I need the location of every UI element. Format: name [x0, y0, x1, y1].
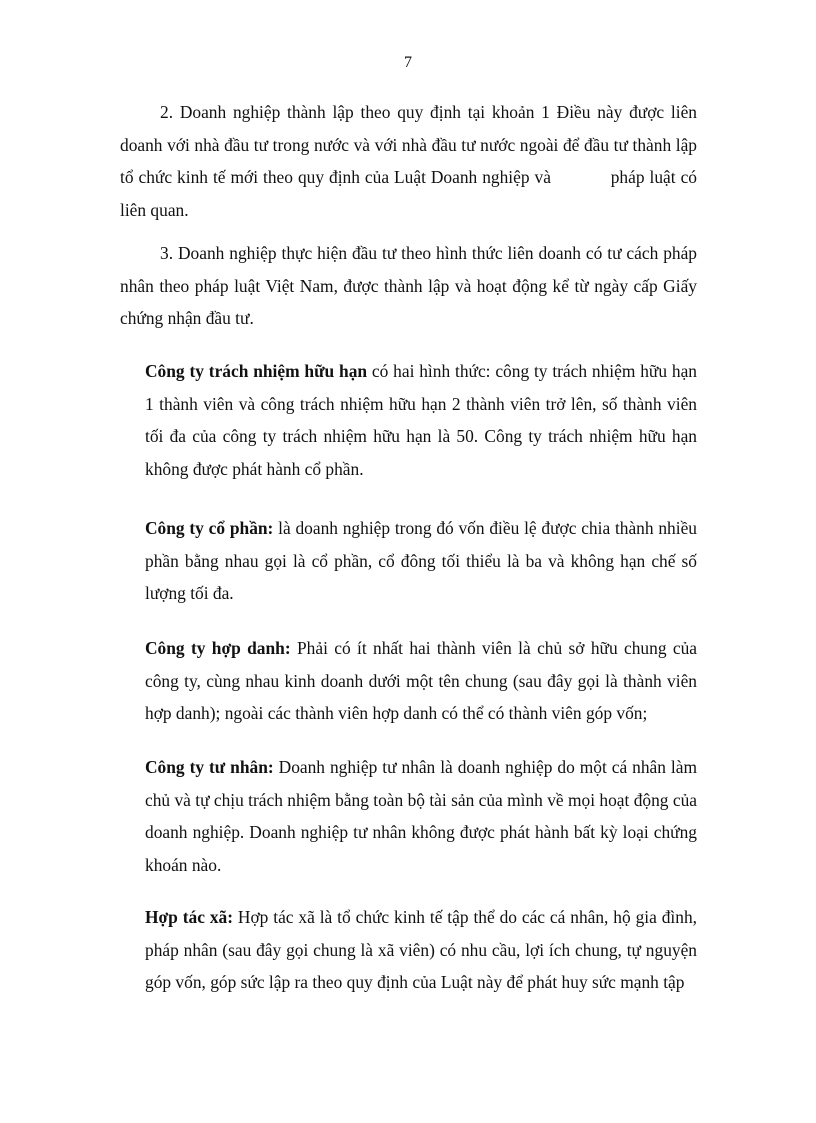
definition-text: là doanh nghiệp trong đó vốn điều lệ được chia thành nhiều phần bằng nhau gọi là cổ phần, cổ đông tối thiểu là ba và không hạn chế số lượng tối đa. — [145, 518, 697, 603]
definition-term: Công ty hợp danh: — [145, 638, 291, 658]
definition-text: Phải có ít nhất hai thành viên là chủ sở hữu chung của công ty, cùng nhau kinh doanh dưới một tên chung (sau đây gọi là thành viên hợp danh); ngoài các thành viên hợp danh có thể có thành viên góp vốn; — [145, 638, 697, 723]
paragraph-item-2: 2. Doanh nghiệp thành lập theo quy định tại khoản 1 Điều này được liên doanh với nhà đầu tư trong nước và với nhà đầu tư nước ngoài để đầu tư thành lập tổ chức kinh tế mới theo quy định của Luật Doanh nghiệp và pháp luật có liên quan. — [120, 102, 702, 220]
definition-term: Công ty trách nhiệm hữu hạn — [145, 361, 368, 381]
definition-tu-nhan — [145, 751, 697, 881]
definition-term: Hợp tác xã: — [145, 907, 234, 927]
definition-hop-danh — [145, 632, 697, 730]
paragraph-item-3: 3. Doanh nghiệp thực hiện đầu tư theo hình thức liên doanh có tư cách pháp nhân theo pháp luật Việt Nam, được thành lập và hoạt động kể từ ngày cấp Giấy chứng nhận đầu tư. — [120, 243, 697, 328]
definition-text: Doanh nghiệp tư nhân là doanh nghiệp do một cá nhân làm chủ và tự chịu trách nhiệm bằng toàn bộ tài sản của mình về mọi hoạt động của doanh nghiệp. Doanh nghiệp tư nhân không được phát hành bất kỳ loại chứng khoán nào. — [145, 757, 697, 875]
definition-text: Hợp tác xã là tổ chức kinh tế tập thể do các cá nhân, hộ gia đình, pháp nhân (sau đây gọi chung là xã viên) có nhu cầu, lợi ích chung, tự nguyện góp vốn, góp sức lập ra theo quy định của Luật này để phát huy sức mạnh tập — [145, 907, 697, 992]
definition-co-phan — [145, 512, 697, 610]
definition-term: Công ty tư nhân: — [145, 757, 274, 777]
page-number: 7 — [404, 54, 412, 71]
definition-hop-tac-xa — [145, 901, 697, 999]
definition-term: Công ty cổ phần: — [145, 518, 274, 538]
definition-text: có hai hình thức: công ty trách nhiệm hữu hạn 1 thành viên và công trách nhiệm hữu hạn 2 thành viên trở lên, số thành viên tối đa của công ty trách nhiệm hữu hạn là 50. Công ty trách nhiệm hữu hạn không được phát hành cổ phần. — [145, 361, 697, 479]
definition-tnhh — [145, 355, 697, 485]
